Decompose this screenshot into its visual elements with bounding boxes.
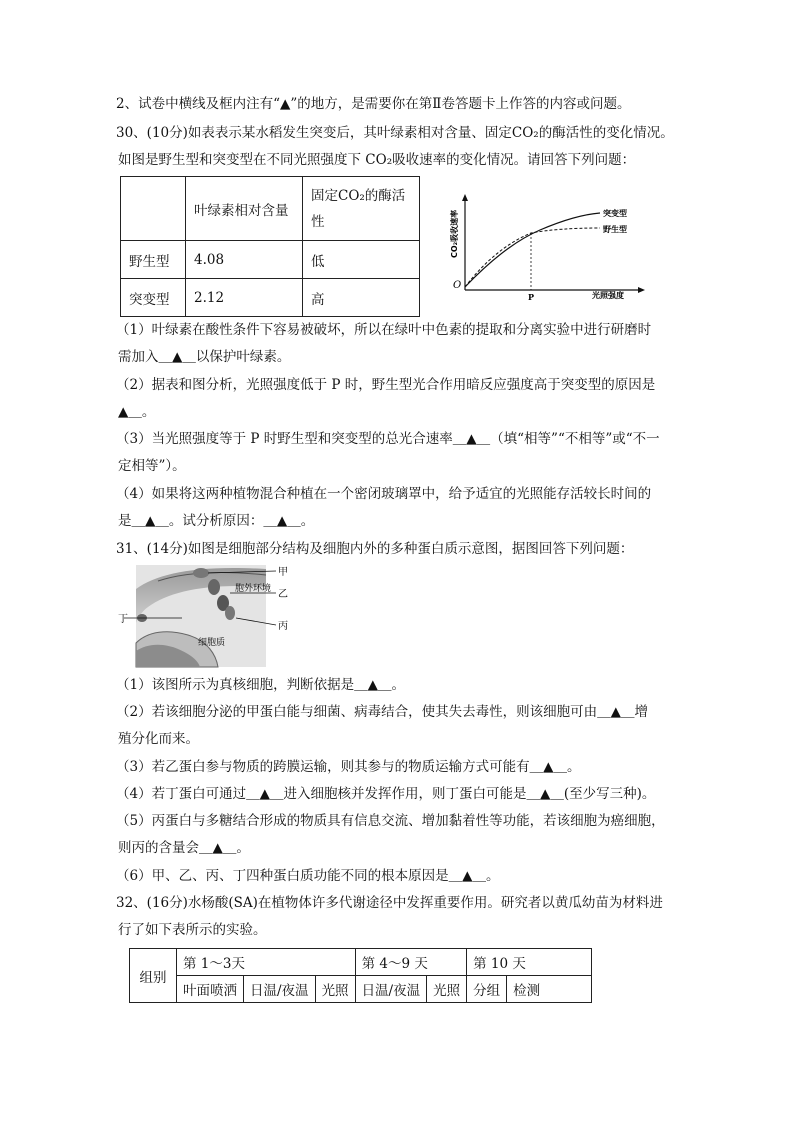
sub-header: 日温/夜温 xyxy=(355,976,427,1003)
table-header-enzyme: 固定CO₂的酶活 性 xyxy=(303,177,420,241)
label-jia: 甲 xyxy=(278,567,288,578)
q30-intro-b: 如图是野生型和突变型在不同光照强度下 CO₂吸收速率的变化情况。请回答下列问题： xyxy=(118,152,636,168)
table-row xyxy=(121,241,420,279)
q31-1: （1）该图所示为真核细胞，判断依据是＿▲＿。 xyxy=(116,677,405,693)
label-cytoplasm: 细胞质 xyxy=(198,638,226,648)
wildtype-curve xyxy=(465,228,600,287)
sub-header: 分组 xyxy=(467,976,507,1003)
chlorophyll-cell: 2.12 xyxy=(186,279,303,317)
mutant-label: 突变型 xyxy=(603,209,627,218)
q31-2b: 殖分化而来。 xyxy=(118,731,199,747)
table-header-chlorophyll: 叶绿素相对含量 xyxy=(186,177,303,241)
x-axis-arrow xyxy=(638,287,645,293)
chlorophyll-enzyme-table xyxy=(120,176,420,317)
x-axis-label: 光照强度 xyxy=(592,291,624,300)
q30-3b: 定相等”）。 xyxy=(118,458,186,474)
q32-intro-b: 行了如下表所示的实验。 xyxy=(118,922,267,938)
wildtype-label: 野生型 xyxy=(603,225,627,234)
chlorophyll-cell: 4.08 xyxy=(186,241,303,279)
q31-3: （3）若乙蛋白参与物质的跨膜运输，则其参与的物质运输方式可能有＿▲＿。 xyxy=(116,759,581,775)
mutant-curve xyxy=(465,213,600,287)
q30-3a: （3）当光照强度等于 P 时野生型和突变型的总光合速率＿▲＿（填“相等”“不相等”或“不一 xyxy=(116,431,660,447)
q31-intro: 31、(14分)如图是细胞部分结构及细胞内外的多种蛋白质示意图，据图回答下列问题： xyxy=(116,541,634,557)
protein-yi-1 xyxy=(208,579,220,595)
y-axis-arrow xyxy=(462,194,468,201)
sub-header: 日温/夜温 xyxy=(244,976,316,1003)
co2-uptake-graph xyxy=(440,190,660,310)
q30-1a: （1）叶绿素在酸性条件下容易被破坏，所以在绿叶中色素的提取和分离实验中进行研磨时 xyxy=(116,322,652,338)
q31-4: （4）若丁蛋白可通过＿▲＿进入细胞核并发挥作用，则丁蛋白可能是＿▲＿(至少写三种)。 xyxy=(116,786,656,802)
enzyme-cell: 低 xyxy=(303,241,420,279)
sub-header: 光照 xyxy=(427,976,467,1003)
sub-header: 叶面喷洒 xyxy=(177,976,244,1003)
q31-5a: （5）丙蛋白与多糖结合形成的物质具有信息交流、增加黏着性等功能，若该细胞为癌细胞， xyxy=(116,813,665,829)
q31-5b: 则丙的含量会＿▲＿。 xyxy=(118,840,250,856)
type-cell: 突变型 xyxy=(121,279,186,317)
note-2: 2、试卷中横线及框内注有“▲”的地方，是需要你在第Ⅱ卷答题卡上作答的内容或问题。 xyxy=(116,96,631,112)
label-yi: 乙 xyxy=(278,589,288,600)
cell-structure-figure xyxy=(118,563,298,669)
sub-header: 光照 xyxy=(315,976,355,1003)
q30-2b: ▲＿。 xyxy=(118,404,156,420)
group-header: 组别 xyxy=(130,949,177,1003)
q30-2a: （2）据表和图分析，光照强度低于 P 时，野生型光合作用暗反应强度高于突变型的原因是 xyxy=(116,377,656,393)
label-bing: 丙 xyxy=(278,621,288,632)
q30-4b: 是＿▲＿。试分析原因：＿▲＿。 xyxy=(118,513,315,529)
protein-jia xyxy=(193,568,209,578)
y-axis-label: CO₂吸收速率 xyxy=(450,209,459,258)
type-cell: 野生型 xyxy=(121,241,186,279)
label-outside: 胞外环境 xyxy=(235,584,272,594)
p-label: P xyxy=(528,292,535,302)
table-row xyxy=(121,279,420,317)
experiment-table xyxy=(129,948,592,1003)
q32-intro-a: 32、(16分)水杨酸(SA)在植物体许多代谢途径中发挥重要作用。研究者以黄瓜幼苗为材料进 xyxy=(116,895,663,911)
q30-1b: 需加入＿▲＿以保护叶绿素。 xyxy=(118,349,291,365)
q30-intro-a: 30、(10分)如表表示某水稻发生突变后，其叶绿素相对含量、固定CO₂的酶活性的变化情况。 xyxy=(116,125,674,141)
label-ding: 丁 xyxy=(118,614,128,625)
q31-2a: （2）若该细胞分泌的甲蛋白能与细菌、病毒结合，使其失去毒性，则该细胞可由＿▲＿增 xyxy=(116,704,648,720)
sub-header: 检测 xyxy=(507,976,592,1003)
q31-6: （6）甲、乙、丙、丁四种蛋白质功能不同的根本原因是＿▲＿。 xyxy=(116,868,500,884)
q30-4a: （4）如果将这两种植物混合种植在一个密闭玻璃罩中，给予适宜的光照能存活较长时间的 xyxy=(116,486,652,502)
period-3-header: 第 10 天 xyxy=(467,949,592,976)
period-1-header: 第 1～3天 xyxy=(177,949,356,976)
protein-bing xyxy=(225,606,235,620)
origin-label: O xyxy=(453,280,462,291)
enzyme-cell: 高 xyxy=(303,279,420,317)
table-header-blank xyxy=(121,177,186,241)
period-2-header: 第 4～9 天 xyxy=(355,949,467,976)
